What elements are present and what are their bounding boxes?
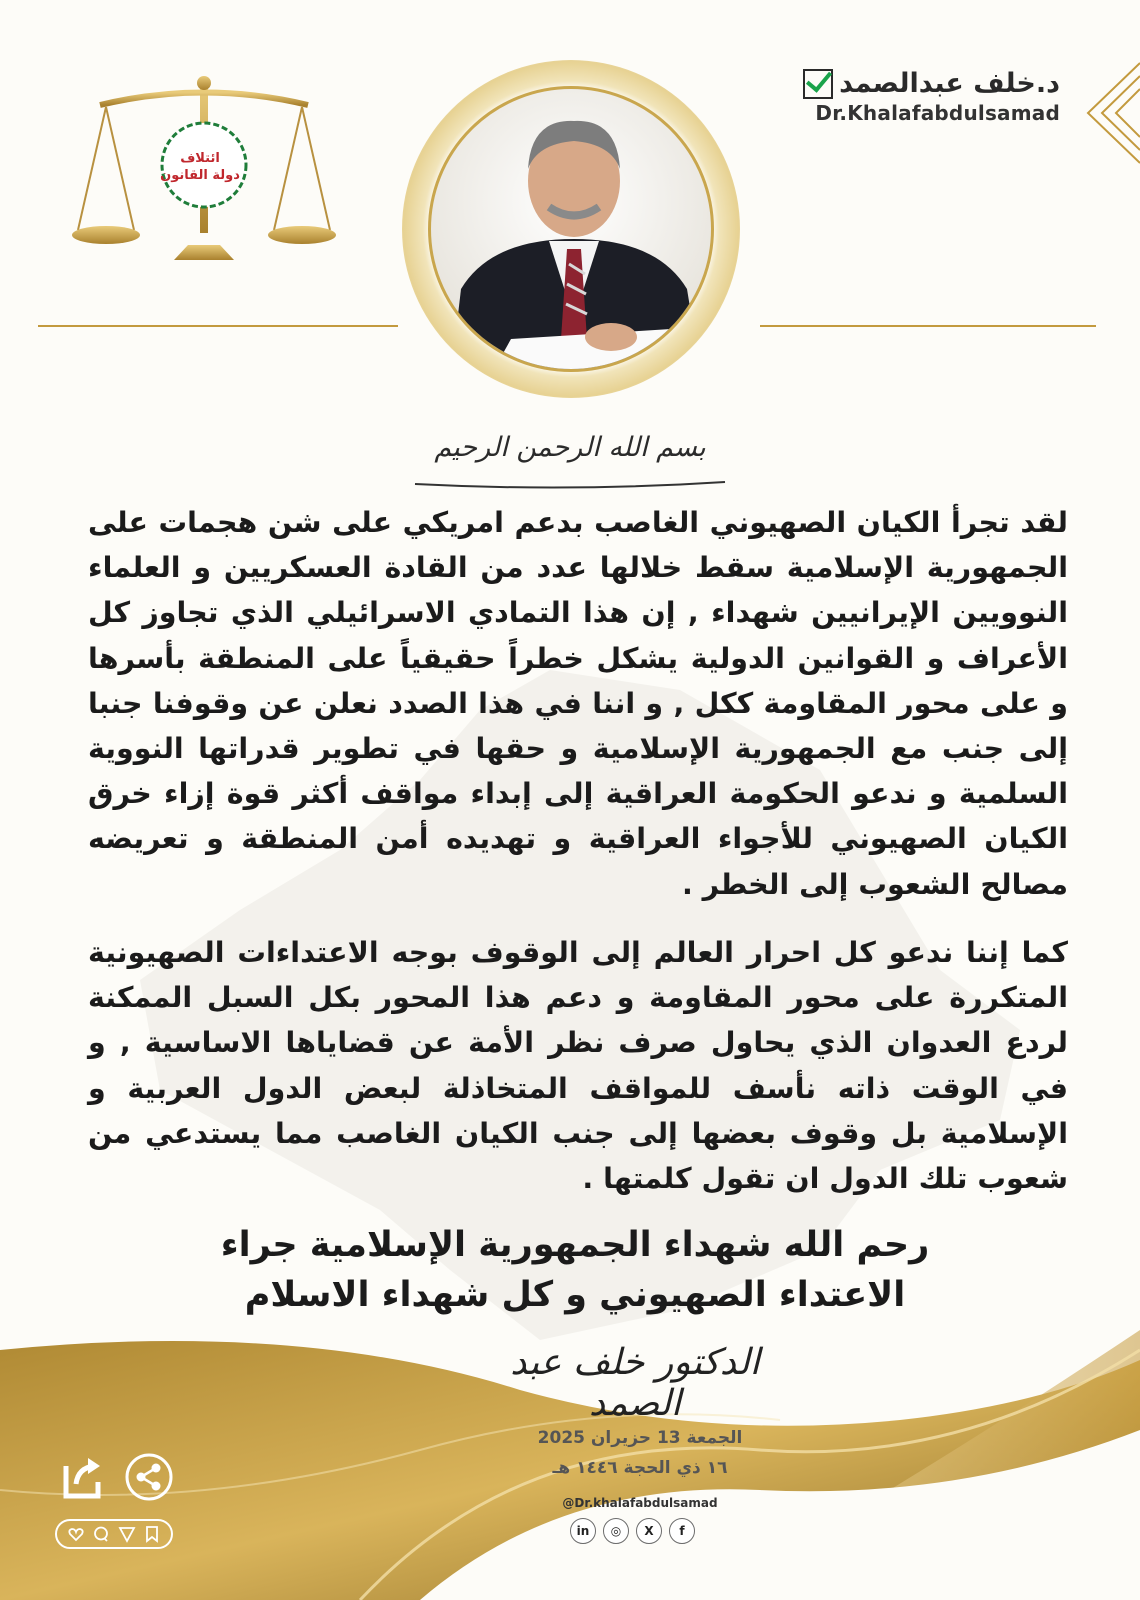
statement-paragraph-1: لقد تجرأ الكيان الصهيوني الغاصب بدعم امريكي على شن هجمات على الجمهورية الإسلامية سقط خلالها عدد من القادة العسكريين و العلماء النوويين الإيرانيين شهداء , إن هذا التمادي الاسرائيلي الذي تجاوز كل الأعراف و القوانين الدولية يشكل خطراً حقيقياً على المنطقة بأسرها و على محور المقاومة ككل , و اننا في هذا الصدد نعلن عن وقوفنا جنبا إلى جنب مع الجمهورية الإسلامية و حقها في تطوير قدراتها النووية السلمية و ندعو الحكومة العراقية إلى إبداء مواقف أكثر قوة إزاء خرق الكيان الصهيوني للأجواء العراقية و تهديده أمن المنطقة و تعريضه مصالح الشعوب إلى الخطر .: [88, 506, 1068, 901]
linkedin-icon: in: [570, 1518, 596, 1544]
basmala-flourish: [395, 478, 745, 490]
prayer-line: رحم الله شهداء الجمهورية الإسلامية جراء الاعتداء الصهيوني و كل شهداء الاسلام: [220, 1225, 930, 1315]
party-logo-label: [150, 150, 250, 184]
brand-name-ar: د.خلف عبدالصمد: [839, 68, 1060, 99]
bookmark-icon[interactable]: [143, 1525, 161, 1543]
reaction-bar: [55, 1519, 173, 1549]
date-gregorian: الجمعة 13 حزيران 2025: [537, 1428, 743, 1448]
facebook-icon: f: [669, 1518, 695, 1544]
social-handle: @Dr.khalafabdulsamad: [562, 1496, 718, 1510]
divider-left: [38, 325, 398, 327]
repost-button[interactable]: [58, 1452, 108, 1502]
brand-header: [803, 68, 1060, 125]
party-logo-line1: ائتلاف: [180, 151, 220, 166]
signature: الدكتور خلف عبد الصمد: [510, 1342, 760, 1424]
heart-icon[interactable]: [67, 1525, 85, 1543]
social-icons: [570, 1518, 695, 1544]
brand-name-ar-row: [803, 68, 1060, 99]
comment-icon[interactable]: [92, 1525, 110, 1543]
portrait-photo: [428, 86, 714, 372]
party-logo-line2: دولة القانون: [160, 168, 240, 183]
instagram-icon: ◎: [603, 1518, 629, 1544]
statement-paragraph-2: كما إننا ندعو كل احرار العالم إلى الوقوف بوجه الاعتداءات الصهيونية المتكررة على محور المقاومة و دعم هذا المحور بكل السبل الممكنة لردع العدوان الذي يحاول صرف نظر الأمة عن قضاياها الاساسية , و في الوقت ذاته نأسف للمواقف المتخاذلة لبعض الدول العربية و الإسلامية بل وقوف بعضها إلى جنب الكيان الغاصب مما يستدعي من شعوب تلك الدول ان تقول كلمتها .: [88, 936, 1068, 1196]
share-button[interactable]: [124, 1452, 174, 1502]
send-icon[interactable]: [118, 1525, 136, 1543]
checkmark-icon: [803, 69, 833, 99]
man-signing-illustration: [431, 89, 714, 372]
brand-name-en: Dr.Khalafabdulsamad: [815, 101, 1060, 125]
date-hijri: ١٦ ذي الحجة ١٤٤٦ هـ: [552, 1458, 728, 1478]
x-icon: X: [636, 1518, 662, 1544]
chevron-decoration-icon: [1080, 58, 1140, 168]
basmala: بسم الله الرحمن الرحيم: [434, 432, 706, 463]
divider-right: [760, 325, 1096, 327]
